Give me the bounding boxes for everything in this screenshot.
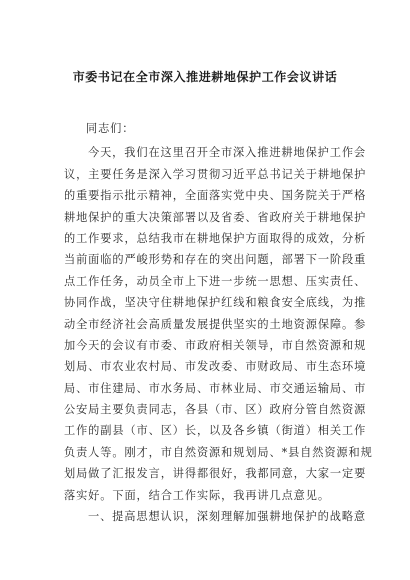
paragraph-line: 落实好。下面，结合工作实际，我再讲几点意见。 <box>64 488 330 502</box>
paragraph-line: 负责人等。刚才，市自然资源和规划局、*县自然资源和规 <box>64 445 373 459</box>
paragraph-line: 议，主要任务是深入学习贯彻习近平总书记关于耕地保护 <box>64 167 367 181</box>
paragraph-line: 当前面临的严峻形势和存在的突出问题，部署下一阶段重 <box>64 253 367 267</box>
paragraph-line: 划局做了汇报发言，讲得都很好，我都同意，大家一定要 <box>64 467 367 481</box>
section-heading-line: 一、提高思想认识，深刻理解加强耕地保护的战略意 <box>88 510 367 524</box>
paragraph-line: 加今天的会议有市委、市政府相关领导，市自然资源和规 <box>64 338 367 352</box>
paragraph-line: 耕地保护的重大决策部署以及省委、省政府关于耕地保护 <box>64 210 367 224</box>
paragraph-line: 划局、市农业农村局、市发改委、市财政局、市生态环境 <box>64 360 367 374</box>
paragraph-line: 协同作战，坚决守住耕地保护红线和粮食安全底线，为推 <box>64 296 367 310</box>
paragraph-line: 点工作任务，动员全市上下进一步统一思想、压实责任、 <box>64 274 367 288</box>
paragraph-line: 公安局主要负责同志，各县（市、区）政府分管自然资源 <box>64 403 367 417</box>
paragraph-line: 动全市经济社会高质量发展提供坚实的土地资源保障。参 <box>64 317 367 331</box>
paragraph-line: 局、市住建局、市水务局、市林业局、市交通运输局、市 <box>64 381 367 395</box>
document-body <box>64 118 373 527</box>
salutation: 同志们： <box>86 122 135 135</box>
paragraph-line: 工作的副县（市、区）长，以及各乡镇（街道）相关工作 <box>64 424 367 438</box>
paragraph-line: 今天，我们在这里召开全市深入推进耕地保护工作会 <box>88 146 367 160</box>
paragraph-line: 的工作要求，总结我市在耕地保护方面取得的成效，分析 <box>64 231 367 245</box>
paragraph-line: 的重要指示批示精神，全面落实党中央、国务院关于严格 <box>64 189 367 203</box>
document-title: 市委书记在全市深入推进耕地保护工作会议讲话 <box>72 70 338 84</box>
